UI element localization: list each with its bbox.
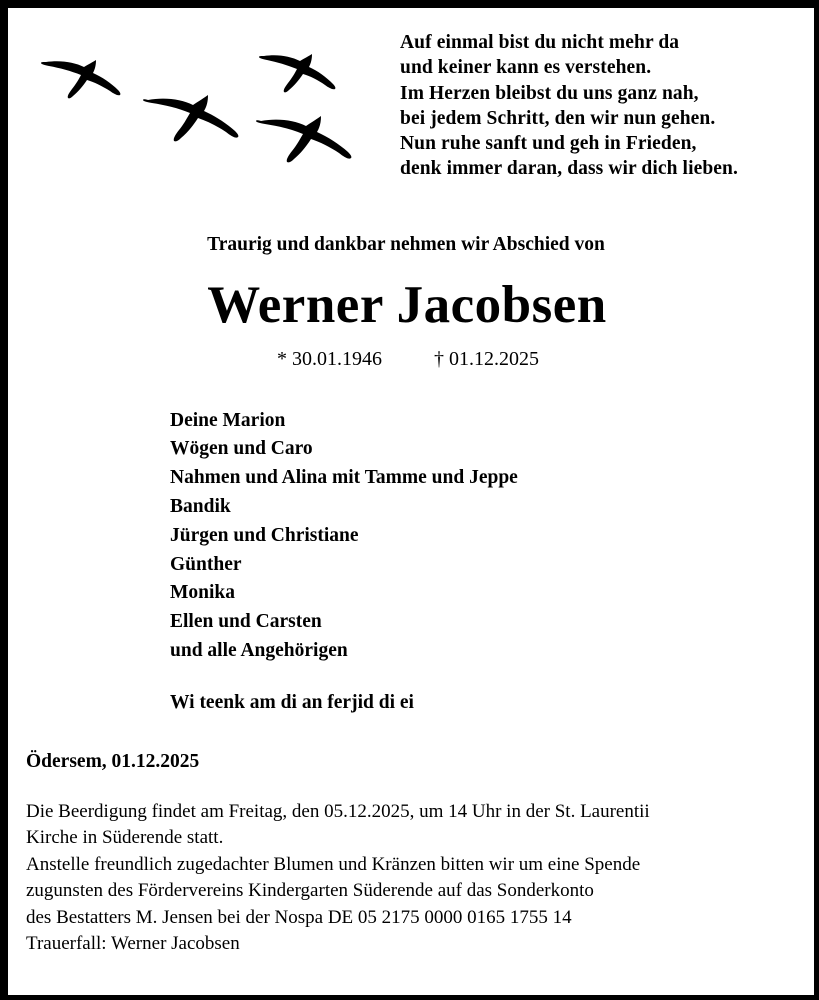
birth-star-icon: * bbox=[277, 347, 287, 370]
detail-line: Anstelle freundlich zugedachter Blumen und Kränzen bitten wir um eine Spende bbox=[26, 853, 641, 875]
death-date: 01.12.2025 bbox=[449, 347, 539, 370]
poem-line: und keiner kann es verstehen. bbox=[400, 57, 652, 79]
notice-header-area bbox=[8, 8, 814, 208]
deceased-name: Werner Jacobsen bbox=[207, 276, 607, 334]
poem-line: Auf einmal bist du nicht mehr da bbox=[400, 32, 680, 53]
list-item: Monika bbox=[170, 582, 236, 604]
poem-line: Im Herzen bleibst du uns ganz nah, bbox=[400, 82, 699, 104]
list-item: Jürgen und Christiane bbox=[170, 524, 359, 546]
poem-line: Nun ruhe sanft und geh in Frieden, bbox=[400, 133, 697, 155]
obituary-notice-page bbox=[8, 8, 814, 995]
mourners-list bbox=[8, 407, 814, 666]
flying-seagulls-icon bbox=[30, 38, 380, 163]
death-date-group bbox=[434, 348, 539, 370]
memorial-poem bbox=[400, 30, 738, 182]
list-item: Bandik bbox=[170, 496, 231, 518]
poem-line: denk immer daran, dass wir dich lieben. bbox=[400, 158, 738, 180]
detail-line: des Bestatters M. Jensen bei der Nospa DE 05 2175 0000 0165 1755 14 bbox=[26, 906, 572, 928]
funeral-details bbox=[8, 799, 814, 958]
life-dates bbox=[8, 348, 814, 371]
birth-date-group bbox=[277, 348, 382, 370]
detail-line: Die Beerdigung findet am Freitag, den 05.12.2025, um 14 Uhr in der St. Laurentii bbox=[26, 800, 650, 822]
poem-line: bei jedem Schritt, den wir nun gehen. bbox=[400, 107, 716, 129]
list-item: und alle Angehörigen bbox=[170, 640, 348, 662]
detail-line: zugunsten des Fördervereins Kindergarten Süderende auf das Sonderkonto bbox=[26, 880, 594, 902]
place-and-date: Ödersem, 01.12.2025 bbox=[26, 750, 200, 772]
list-item: Deine Marion bbox=[170, 409, 286, 431]
list-item: Günther bbox=[170, 553, 242, 575]
detail-line: Trauerfall: Werner Jacobsen bbox=[26, 933, 240, 955]
birth-date: 30.01.1946 bbox=[292, 347, 382, 370]
list-item: Ellen und Carsten bbox=[170, 611, 322, 633]
list-item: Nahmen und Alina mit Tamme und Jeppe bbox=[170, 467, 518, 489]
list-item: Wögen und Caro bbox=[170, 438, 313, 460]
farewell-text: Traurig und dankbar nehmen wir Abschied von bbox=[207, 234, 605, 255]
detail-line: Kirche in Süderende statt. bbox=[26, 827, 224, 849]
frisian-motto: Wi teenk am di an ferjid di ei bbox=[170, 691, 414, 713]
death-cross-icon: † bbox=[434, 347, 444, 370]
